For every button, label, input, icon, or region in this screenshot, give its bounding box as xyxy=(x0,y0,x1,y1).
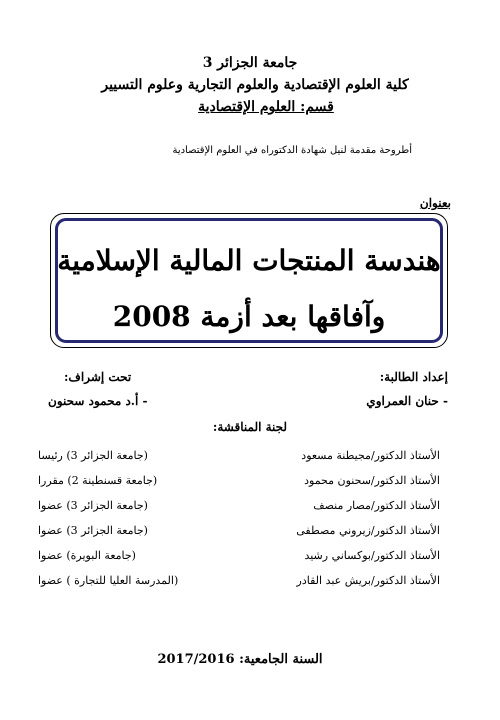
committee-member-name: الأستاذ الدكتور/سحنون محمود xyxy=(304,474,440,487)
supervised-by-label: تحت إشراف: xyxy=(64,370,132,384)
department-text: قسم: العلوم الإقتصادية xyxy=(198,99,334,115)
university-name: جامعة الجزائر 3 xyxy=(202,55,298,71)
committee-member-role: (جامعة الجزائر 3) عضوا xyxy=(38,499,148,512)
thesis-title-line1: هندسة المنتجات المالية الإسلامية xyxy=(57,244,441,277)
supervisor-name: - أ.د محمود سحنون xyxy=(48,394,148,408)
committee-member-role: (جامعة الجزائر 3) رئيسا xyxy=(38,449,148,462)
faculty-name: كلية العلوم الإقتصادية والعلوم التجارية وعلوم التسيير xyxy=(101,77,409,93)
title-intro: بعنوان xyxy=(419,196,451,210)
prepared-by-label: إعداد الطالبة: xyxy=(379,370,448,384)
committee-member-role: (جامعة قسنطينة 2) مقررا xyxy=(38,474,158,487)
committee-member-name: الأستاذ الدكتور/مجيطنة مسعود xyxy=(301,449,440,462)
academic-year: السنة الجامعية: 2017/2016 xyxy=(157,652,323,667)
committee-member-name: الأستاذ الدكتور/بوكساني رشيد xyxy=(304,549,440,562)
committee-member-role: (المدرسة العليا للتجارة ) عضوا xyxy=(38,574,179,587)
thesis-title-line2: وآفاقها بعد أزمة 2008 xyxy=(112,300,386,333)
thesis-note: أطروحة مقدمة لنيل شهادة الدكتوراه في العلوم الإقتصادية xyxy=(172,145,412,156)
committee-label: لجنة المناقشة: xyxy=(212,420,288,434)
committee-member-name: الأستاذ الدكتور/زيروني مصطفى xyxy=(296,524,440,537)
student-name: - حنان العمراوي xyxy=(366,394,448,408)
committee-member-name: الأستاذ الدكتور/مصار منصف xyxy=(313,499,440,512)
department-name xyxy=(0,99,500,115)
committee-member-name: الأستاذ الدكتور/بريش عبد القادر xyxy=(296,574,440,587)
committee-member-role: (جامعة الجزائر 3) عضوا xyxy=(38,524,148,537)
committee-member-role: (جامعة البويرة) عضوا xyxy=(38,549,136,562)
